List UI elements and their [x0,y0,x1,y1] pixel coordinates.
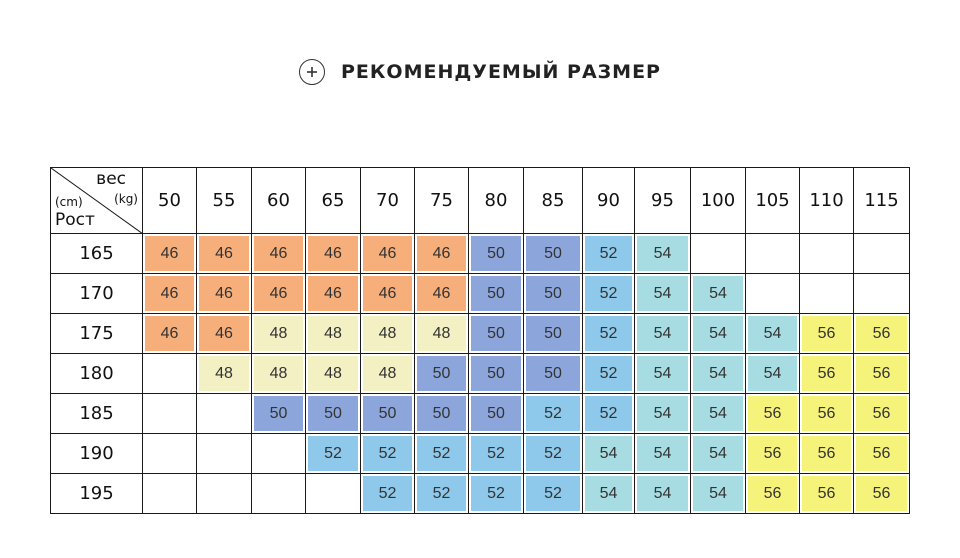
size-cell [524,394,583,434]
size-value: 56 [856,316,907,351]
size-value: 56 [856,396,907,431]
weight-header-70: 70 [361,168,415,234]
size-value: 52 [308,436,358,471]
size-cell [252,234,306,274]
empty-cell [748,236,797,271]
size-value: 46 [308,236,358,271]
size-value: 52 [585,236,632,271]
size-value: 52 [417,476,466,511]
size-cell [197,354,252,394]
size-cell [415,274,469,314]
table-row [51,394,910,434]
size-cell [524,274,583,314]
height-header-185: 185 [51,394,143,434]
size-value: 54 [693,396,743,431]
size-value: 48 [308,316,358,351]
size-value: 50 [417,396,466,431]
size-cell [746,314,800,354]
size-cell [524,434,583,474]
size-cell [197,394,252,434]
weight-header-50: 50 [143,168,197,234]
size-value: 46 [417,276,466,311]
size-cell [854,354,910,394]
size-cell [583,274,635,314]
size-cell [746,234,800,274]
height-label: Рост [55,210,95,230]
size-value: 56 [856,476,907,511]
size-value: 46 [254,236,303,271]
height-unit: (cm) [55,195,83,209]
size-cell [143,314,197,354]
size-value: 50 [471,236,521,271]
size-cell [252,314,306,354]
empty-cell [748,276,797,311]
size-cell [583,434,635,474]
size-cell [361,394,415,434]
size-cell [746,394,800,434]
size-cell [691,394,746,434]
size-cell [691,274,746,314]
size-cell [143,434,197,474]
size-value: 50 [526,236,580,271]
size-value: 54 [693,436,743,471]
size-value: 52 [585,396,632,431]
size-value: 46 [145,236,194,271]
table-row [51,474,910,514]
size-cell [746,434,800,474]
size-value: 56 [856,436,907,471]
size-value: 54 [693,356,743,391]
size-value: 48 [308,356,358,391]
weight-header-95: 95 [635,168,691,234]
weight-header-90: 90 [583,168,635,234]
size-cell [635,314,691,354]
size-cell [635,434,691,474]
size-cell [583,474,635,514]
size-cell [746,474,800,514]
size-cell [361,434,415,474]
size-value: 54 [637,236,688,271]
size-cell [306,354,361,394]
size-value: 52 [417,436,466,471]
size-value: 46 [254,276,303,311]
size-value: 56 [802,476,851,511]
empty-cell [254,476,303,511]
size-value: 56 [748,436,797,471]
size-value: 52 [526,476,580,511]
size-cell [691,234,746,274]
size-value: 46 [199,236,249,271]
size-value: 54 [637,316,688,351]
height-header-195: 195 [51,474,143,514]
size-value: 50 [254,396,303,431]
size-value: 46 [363,276,412,311]
size-value: 54 [748,316,797,351]
size-cell [306,314,361,354]
size-cell [469,234,524,274]
size-cell [361,234,415,274]
size-value: 54 [748,356,797,391]
size-value: 54 [637,436,688,471]
size-cell [143,394,197,434]
size-cell [800,354,854,394]
size-cell [635,394,691,434]
page-header [0,56,960,88]
size-value: 50 [308,396,358,431]
weight-header-55: 55 [197,168,252,234]
empty-cell [199,476,249,511]
empty-cell [199,436,249,471]
size-cell [746,354,800,394]
size-value: 46 [199,316,249,351]
size-value: 52 [585,316,632,351]
size-cell [691,474,746,514]
empty-cell [145,396,194,431]
size-value: 48 [254,356,303,391]
weight-header-85: 85 [524,168,583,234]
size-value: 52 [526,396,580,431]
size-value: 56 [802,316,851,351]
size-cell [635,274,691,314]
size-cell [197,474,252,514]
size-value: 56 [748,396,797,431]
size-value: 52 [585,276,632,311]
size-cell [691,354,746,394]
size-cell [524,474,583,514]
size-value: 46 [199,276,249,311]
size-value: 56 [802,356,851,391]
table-row [51,274,910,314]
empty-cell [856,236,907,271]
size-cell [361,474,415,514]
size-cell [415,234,469,274]
size-value: 54 [693,476,743,511]
empty-cell [308,476,358,511]
size-value: 50 [471,276,521,311]
height-header-175: 175 [51,314,143,354]
size-cell [583,394,635,434]
size-cell [800,474,854,514]
size-value: 54 [693,276,743,311]
size-cell [583,314,635,354]
empty-cell [145,356,194,391]
size-value: 54 [637,396,688,431]
size-value: 50 [526,356,580,391]
size-cell [469,474,524,514]
size-cell [800,394,854,434]
empty-cell [145,476,194,511]
weight-header-60: 60 [252,168,306,234]
size-value: 46 [417,236,466,271]
size-value: 48 [363,356,412,391]
size-cell [746,274,800,314]
weight-header-110: 110 [800,168,854,234]
weight-header-row [51,168,910,234]
weight-header-65: 65 [306,168,361,234]
table-row [51,434,910,474]
empty-cell [145,436,194,471]
empty-cell [693,236,743,271]
size-cell [469,354,524,394]
empty-cell [254,436,303,471]
size-cell [143,274,197,314]
size-cell [415,394,469,434]
size-cell [252,274,306,314]
size-cell [415,314,469,354]
size-cell [361,354,415,394]
size-value: 52 [471,436,521,471]
table-corner-header [51,168,143,234]
size-value: 48 [417,316,466,351]
size-cell [691,314,746,354]
weight-header-75: 75 [415,168,469,234]
size-cell [469,434,524,474]
size-value: 54 [637,476,688,511]
size-cell [197,234,252,274]
size-value: 52 [363,436,412,471]
size-value: 46 [145,276,194,311]
size-value: 48 [363,316,412,351]
size-cell [469,314,524,354]
size-cell [361,314,415,354]
table-row [51,234,910,274]
table-row [51,314,910,354]
size-cell [800,434,854,474]
size-cell [635,234,691,274]
size-value: 50 [471,316,521,351]
size-value: 50 [363,396,412,431]
size-cell [252,394,306,434]
size-cell [524,234,583,274]
size-cell [415,354,469,394]
size-value: 54 [693,316,743,351]
size-value: 48 [254,316,303,351]
size-cell [197,274,252,314]
size-value: 54 [637,276,688,311]
size-value: 56 [802,436,851,471]
size-value: 50 [526,276,580,311]
size-cell [854,434,910,474]
size-cell [306,234,361,274]
size-cell [854,274,910,314]
weight-header-105: 105 [746,168,800,234]
size-value: 56 [856,356,907,391]
size-cell [524,354,583,394]
size-value: 50 [417,356,466,391]
weight-label: вес [96,169,126,189]
weight-header-80: 80 [469,168,524,234]
size-cell [524,314,583,354]
size-value: 50 [471,356,521,391]
empty-cell [856,276,907,311]
height-header-165: 165 [51,234,143,274]
size-value: 54 [585,476,632,511]
size-cell [469,274,524,314]
size-value: 50 [471,396,521,431]
size-cell [854,394,910,434]
size-value: 50 [526,316,580,351]
size-value: 46 [363,236,412,271]
size-cell [252,434,306,474]
size-value: 52 [471,476,521,511]
size-value: 52 [526,436,580,471]
size-cell [415,474,469,514]
size-chart-table [50,167,910,514]
size-cell [854,314,910,354]
page-title: РЕКОМЕНДУЕМЫЙ РАЗМЕР [341,61,661,83]
weight-unit: (kg) [114,192,138,206]
table-row [51,354,910,394]
size-cell [306,274,361,314]
size-cell [583,354,635,394]
size-cell [800,274,854,314]
size-cell [854,474,910,514]
size-value: 46 [145,316,194,351]
size-value: 52 [363,476,412,511]
weight-header-100: 100 [691,168,746,234]
size-cell [635,354,691,394]
size-cell [197,434,252,474]
size-cell [143,234,197,274]
size-cell [306,474,361,514]
empty-cell [802,236,851,271]
size-value: 54 [637,356,688,391]
empty-cell [802,276,851,311]
size-cell [197,314,252,354]
size-cell [252,474,306,514]
size-value: 52 [585,356,632,391]
size-cell [306,434,361,474]
plus-circle-icon[interactable] [299,59,325,85]
height-header-170: 170 [51,274,143,314]
size-value: 46 [308,276,358,311]
weight-header-115: 115 [854,168,910,234]
size-cell [635,474,691,514]
size-cell [143,354,197,394]
empty-cell [199,396,249,431]
size-value: 54 [585,436,632,471]
size-cell [800,314,854,354]
size-cell [800,234,854,274]
size-cell [415,434,469,474]
height-header-180: 180 [51,354,143,394]
size-cell [143,474,197,514]
size-cell [306,394,361,434]
size-cell [469,394,524,434]
size-value: 56 [748,476,797,511]
size-value: 48 [199,356,249,391]
size-cell [583,234,635,274]
height-header-190: 190 [51,434,143,474]
size-cell [691,434,746,474]
size-cell [854,234,910,274]
size-cell [361,274,415,314]
size-cell [252,354,306,394]
size-value: 56 [802,396,851,431]
